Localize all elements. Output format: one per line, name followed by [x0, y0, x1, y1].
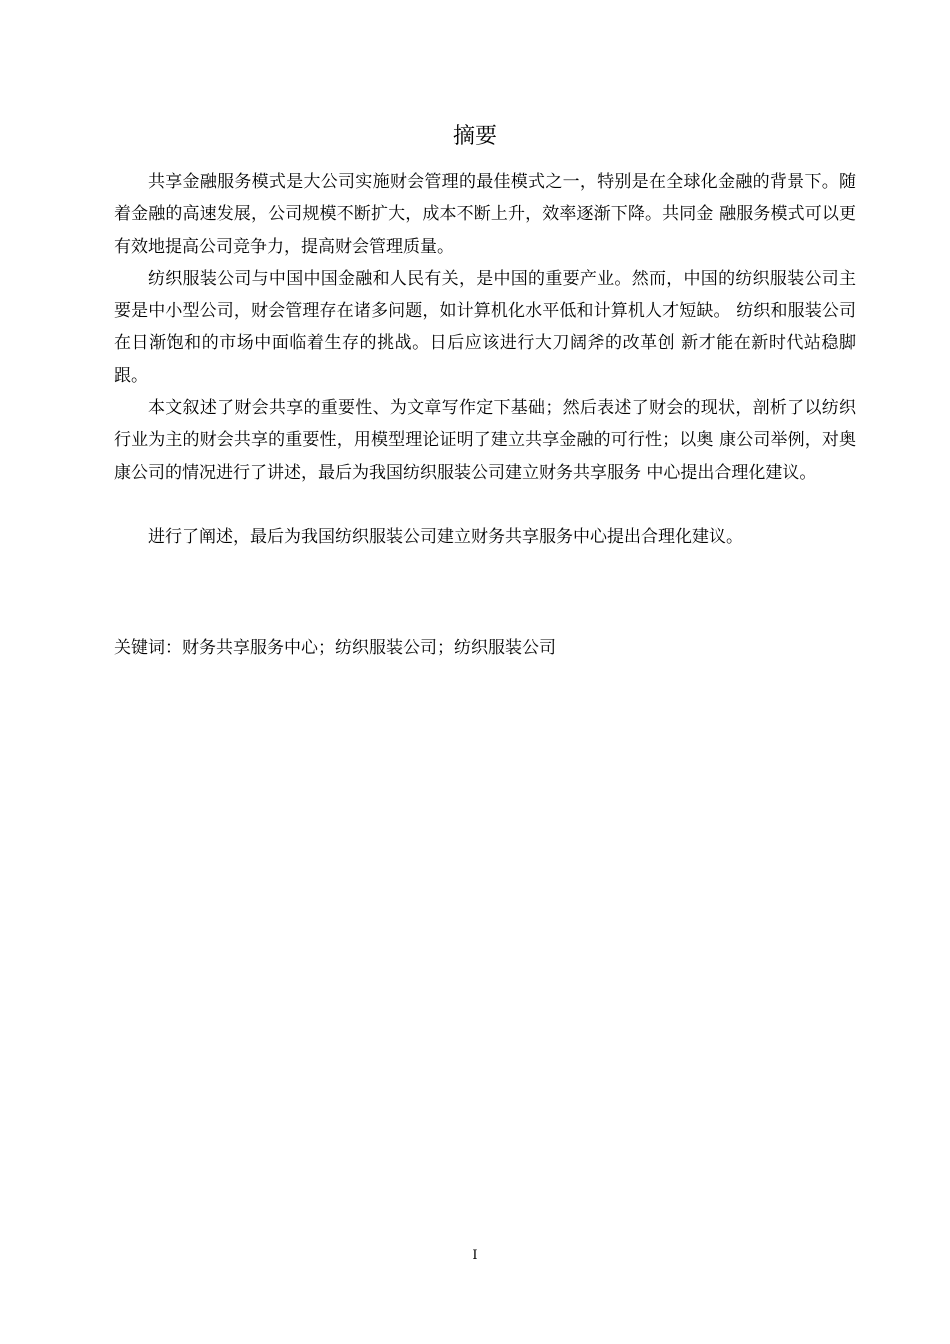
abstract-body [114, 166, 856, 553]
keywords-label: 关键词： [114, 638, 182, 658]
abstract-paragraph-1: 共享金融服务模式是大公司实施财会管理的最佳模式之一，特别是在全球化金融的背景下。随着金融的高速发展，公司规模不断扩大，成本不断上升，效率逐渐下降。共同金 融服务模式可以更有效地提高公司竞争力，提高财会管理质量。 [114, 172, 856, 257]
page-title: 摘要 [452, 124, 497, 149]
abstract-paragraph-3: 本文叙述了财会共享的重要性、为文章写作定下基础；然后表述了财会的现状，剖析了以纺织行业为主的财会共享的重要性，用模型理论证明了建立共享金融的可行性；以奥 康公司举例，对奥康公司的情况进行了讲述，最后为我国纺织服装公司建立财务共享服务 中心提出合理化建议。 [114, 398, 856, 483]
page-number: I [472, 1248, 478, 1263]
keywords-text: 财务共享服务中心；纺织服装公司；纺织服装公司 [182, 638, 556, 658]
abstract-paragraph-4: 进行了阐述，最后为我国纺织服装公司建立财务共享服务中心提出合理化建议。 [148, 526, 743, 547]
paragraph-spacer [114, 489, 856, 521]
keywords-line [114, 632, 856, 664]
abstract-paragraph-2: 纺织服装公司与中国中国金融和人民有关，是中国的重要产业。然而，中国的纺织服装公司主要是中小型公司，财会管理存在诸多问题，如计算机化水平低和计算机人才短缺。 纺织和服装公司在日渐饱和的市场中面临着生存的挑战。日后应该进行大刀阔斧的改革创 新才能在新时代站稳脚跟。 [114, 268, 856, 386]
